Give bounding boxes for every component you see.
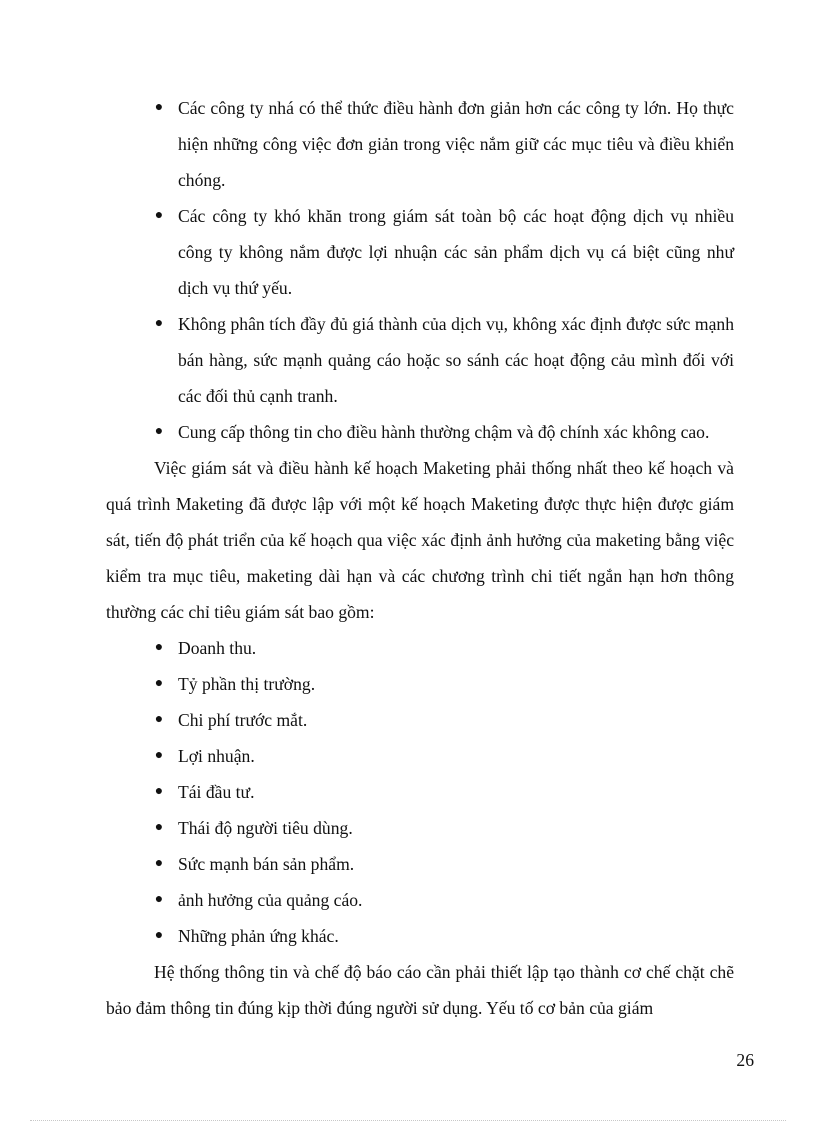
- bullet-icon: ●: [154, 892, 164, 907]
- list-item: [106, 90, 734, 198]
- list-item-text: Chi phí trước mắt.: [178, 710, 308, 730]
- list-item-text: Tỷ phần thị trường.: [178, 674, 316, 694]
- list-item-text: Không phân tích đầy đủ giá thành của dịch vụ, không xác định được sức mạnh bán hàng, sức mạnh quảng cáo hoặc so sánh các hoạt động cảu mình đối với các đối thủ cạnh tranh.: [178, 314, 734, 406]
- list-item-text: Thái độ người tiêu dùng.: [178, 818, 353, 838]
- indicators-list: [106, 630, 734, 954]
- list-item: [106, 882, 734, 918]
- bullet-icon: ●: [154, 640, 164, 655]
- list-item-text: ảnh hưởng của quảng cáo.: [178, 890, 363, 910]
- list-item-text: Doanh thu.: [178, 638, 257, 658]
- list-item: [106, 774, 734, 810]
- list-item-text: Lợi nhuận.: [178, 746, 255, 766]
- bullet-icon: ●: [154, 424, 164, 439]
- list-item: [106, 630, 734, 666]
- list-item-text: Sức mạnh bán sản phẩm.: [178, 854, 355, 874]
- page-body: [106, 90, 734, 1026]
- bullet-icon: ●: [154, 784, 164, 799]
- bullet-icon: ●: [154, 316, 164, 331]
- problems-list: [106, 90, 734, 450]
- list-item: [106, 810, 734, 846]
- bullet-icon: ●: [154, 676, 164, 691]
- list-item: [106, 702, 734, 738]
- list-item: [106, 306, 734, 414]
- body-paragraph: Hệ thống thông tin và chế độ báo cáo cần phải thiết lập tạo thành cơ chế chặt chẽ bảo đảm thông tin đúng kịp thời đúng người sử dụng. Yếu tố cơ bản của giám: [106, 962, 734, 1018]
- list-item-text: Các công ty khó khăn trong giám sát toàn bộ các hoạt động dịch vụ nhiều công ty không nắm được lợi nhuận các sản phẩm dịch vụ cá biệt cũng như dịch vụ thứ yếu.: [178, 206, 734, 298]
- list-item: [106, 414, 734, 450]
- bullet-icon: ●: [154, 208, 164, 223]
- list-item-text: Các công ty nhá có thể thức điều hành đơn giản hơn các công ty lớn. Họ thực hiện những công việc đơn giản trong việc nắm giữ các mục tiêu và điều khiển chóng.: [178, 98, 734, 190]
- list-item-text: Tái đầu tư.: [178, 782, 255, 802]
- bullet-icon: ●: [154, 856, 164, 871]
- list-item: [106, 918, 734, 954]
- body-paragraph: Việc giám sát và điều hành kế hoạch Maketing phải thống nhất theo kế hoạch và quá trình Maketing đã được lập với một kế hoạch Maketing được thực hiện được giám sát, tiến độ phát triển của kế hoạch qua việc xác định ảnh hưởng của maketing bằng việc kiểm tra mục tiêu, maketing dài hạn và các chương trình chi tiết ngắn hạn hơn thông thường các chỉ tiêu giám sát bao gồm:: [106, 458, 734, 622]
- bullet-icon: ●: [154, 928, 164, 943]
- list-item: [106, 738, 734, 774]
- bullet-icon: ●: [154, 748, 164, 763]
- list-item-text: Những phản ứng khác.: [178, 926, 339, 946]
- page-number: 26: [736, 1050, 754, 1070]
- bullet-icon: ●: [154, 100, 164, 115]
- list-item: [106, 666, 734, 702]
- bullet-icon: ●: [154, 820, 164, 835]
- list-item-text: Cung cấp thông tin cho điều hành thường chậm và độ chính xác không cao.: [178, 422, 710, 442]
- list-item: [106, 198, 734, 306]
- list-item: [106, 846, 734, 882]
- page-bottom-divider: [30, 1120, 786, 1121]
- bullet-icon: ●: [154, 712, 164, 727]
